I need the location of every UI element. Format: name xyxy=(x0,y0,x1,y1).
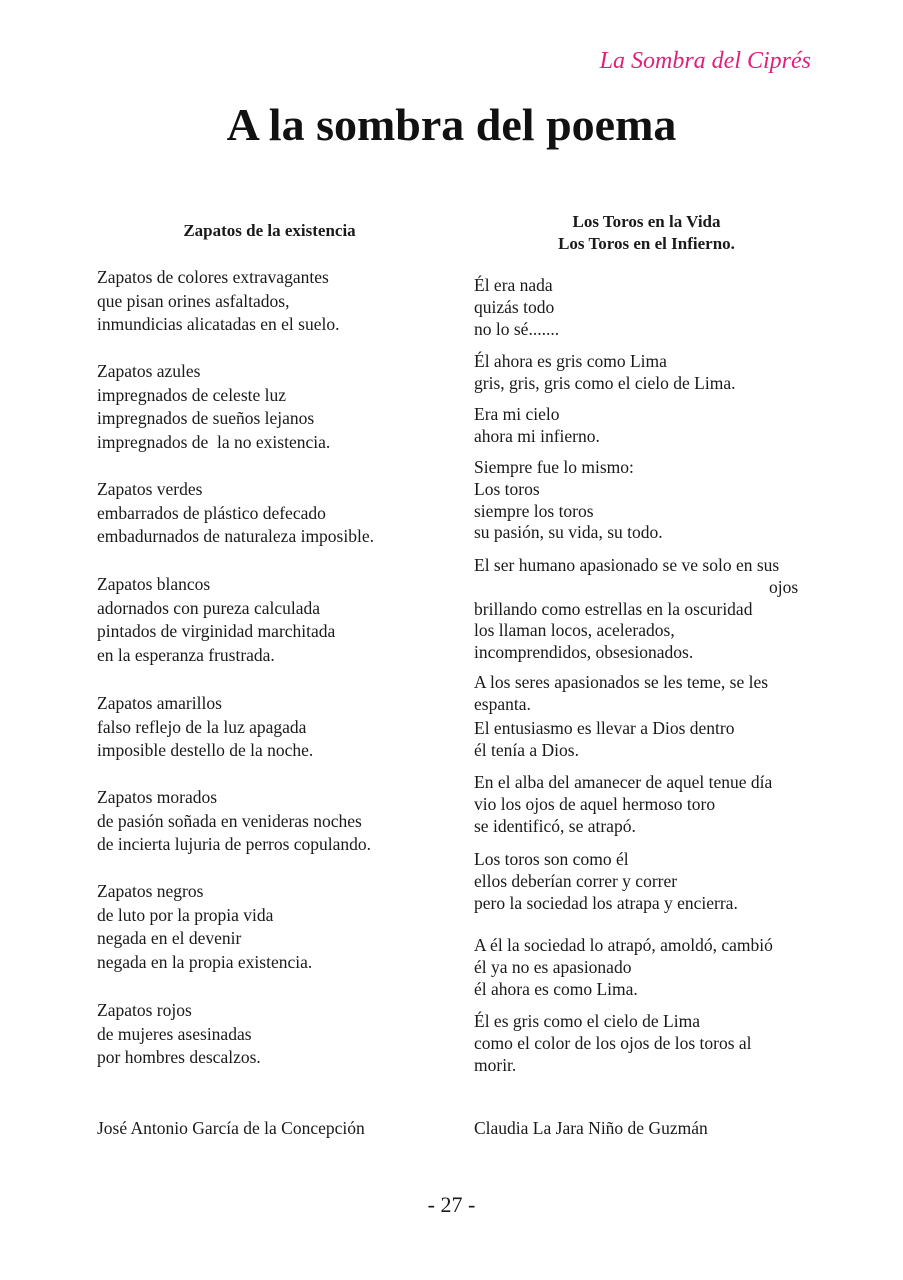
poem-title-line: Los Toros en el Infierno. xyxy=(558,234,735,253)
stanza xyxy=(474,672,768,716)
verse-line: pintados de virginidad marchitada xyxy=(97,621,336,642)
verse-line: ojos xyxy=(769,576,799,597)
stanza xyxy=(97,360,330,454)
verse-line: Él es gris como el cielo de Lima xyxy=(474,1011,700,1031)
verse-line: de pasión soñada en venideras noches xyxy=(97,810,362,831)
verse-line: inmundicias alicatadas en el suelo. xyxy=(97,314,340,335)
verse-line: Zapatos negros xyxy=(97,881,204,901)
verse-line: que pisan orines asfaltados, xyxy=(97,290,290,311)
verse-line: Él era nada xyxy=(474,275,553,295)
verse-line: brillando como estrellas en la oscuridad xyxy=(474,598,753,619)
verse-line: en la esperanza frustrada. xyxy=(97,644,275,665)
stanza xyxy=(474,718,735,762)
verse-line: Zapatos morados xyxy=(97,787,218,807)
verse-line: Zapatos verdes xyxy=(97,479,203,499)
verse-line: su pasión, su vida, su todo. xyxy=(474,522,663,543)
verse-line: él tenía a Dios. xyxy=(474,739,579,760)
verse-line: Zapatos amarillos xyxy=(97,693,222,713)
verse-line: impregnados de celeste luz xyxy=(97,384,287,405)
page-title: A la sombra del poema xyxy=(226,99,677,150)
verse-line: A los seres apasionados se les teme, se les xyxy=(474,672,769,692)
poem-title-line: Los Toros en la Vida xyxy=(572,212,721,231)
verse-line: de luto por la propia vida xyxy=(97,904,274,925)
poem-title xyxy=(97,220,442,242)
stanza xyxy=(97,266,340,337)
verse-line: Zapatos blancos xyxy=(97,574,211,594)
verse-line: Zapatos azules xyxy=(97,361,201,381)
verse-line: En el alba del amanecer de aquel tenue día xyxy=(474,772,773,792)
verse-line: él ya no es apasionado xyxy=(474,956,632,977)
verse-line: quizás todo xyxy=(474,296,555,317)
verse-line: pero la sociedad los atrapa y encierra. xyxy=(474,892,738,913)
stanza xyxy=(474,275,559,340)
running-head: La Sombra del Ciprés xyxy=(599,48,811,74)
verse-line: Zapatos de colores extravagantes xyxy=(97,267,329,287)
verse-line: espanta. xyxy=(474,693,531,714)
verse-line: embarrados de plástico defecado xyxy=(97,502,326,523)
verse-line: embadurnados de naturaleza imposible. xyxy=(97,526,374,547)
stanza xyxy=(474,849,738,914)
verse-line: adornados con pureza calculada xyxy=(97,597,321,618)
verse-line: Era mi cielo xyxy=(474,404,560,424)
verse-line: morir. xyxy=(474,1054,517,1075)
verse-line: siempre los toros xyxy=(474,500,594,521)
stanza xyxy=(474,935,773,1000)
poem-title xyxy=(474,211,819,255)
stanza xyxy=(474,351,735,395)
stanza xyxy=(474,772,772,837)
verse-line: de mujeres asesinadas xyxy=(97,1023,252,1044)
verse-line: Siempre fue lo mismo: xyxy=(474,457,634,477)
stanza xyxy=(97,478,374,549)
verse-line: incomprendidos, obsesionados. xyxy=(474,642,694,663)
verse-line: A él la sociedad lo atrapó, amoldó, cambió xyxy=(474,935,773,955)
verse-line: vio los ojos de aquel hermoso toro xyxy=(474,793,716,814)
poem-author: José Antonio García de la Concepción xyxy=(97,1118,365,1138)
page-number: - 27 - xyxy=(427,1192,476,1217)
verse-line: Los toros son como él xyxy=(474,849,629,869)
stanza xyxy=(97,880,312,974)
verse-line: El entusiasmo es llevar a Dios dentro xyxy=(474,718,735,738)
stanza xyxy=(97,999,261,1070)
verse-line: negada en la propia existencia. xyxy=(97,951,313,972)
stanza xyxy=(97,573,335,667)
verse-line: como el color de los ojos de los toros al xyxy=(474,1032,752,1053)
verse-line: impregnados de sueños lejanos xyxy=(97,408,315,429)
verse-line: gris, gris, gris como el cielo de Lima. xyxy=(474,372,736,393)
verse-line: se identificó, se atrapó. xyxy=(474,815,636,836)
verse-line: él ahora es como Lima. xyxy=(474,978,638,999)
verse-line: los llaman locos, acelerados, xyxy=(474,620,675,641)
verse-line: Zapatos rojos xyxy=(97,1000,192,1020)
verse-line: ellos deberían correr y correr xyxy=(474,870,678,891)
verse-line: Él ahora es gris como Lima xyxy=(474,351,667,371)
poem-title-line: Zapatos de la existencia xyxy=(183,221,356,240)
verse-line: por hombres descalzos. xyxy=(97,1047,261,1068)
verse-line: impregnados de la no existencia. xyxy=(97,431,331,452)
verse-line: negada en el devenir xyxy=(97,928,242,949)
stanza xyxy=(474,457,663,544)
verse-line: Los toros xyxy=(474,478,540,499)
stanza xyxy=(474,1011,752,1076)
stanza xyxy=(97,692,313,763)
stanza xyxy=(474,404,600,448)
verse-line: no lo sé....... xyxy=(474,318,560,339)
verse-line: falso reflejo de la luz apagada xyxy=(97,716,307,737)
verse-line: ahora mi infierno. xyxy=(474,425,600,446)
verse-line: de incierta lujuria de perros copulando. xyxy=(97,834,372,855)
verse-line: imposible destello de la noche. xyxy=(97,740,314,761)
verse-line: El ser humano apasionado se ve solo en sus xyxy=(474,555,780,575)
stanza xyxy=(97,786,371,857)
stanza xyxy=(474,555,798,664)
poem-author: Claudia La Jara Niño de Guzmán xyxy=(474,1118,708,1138)
